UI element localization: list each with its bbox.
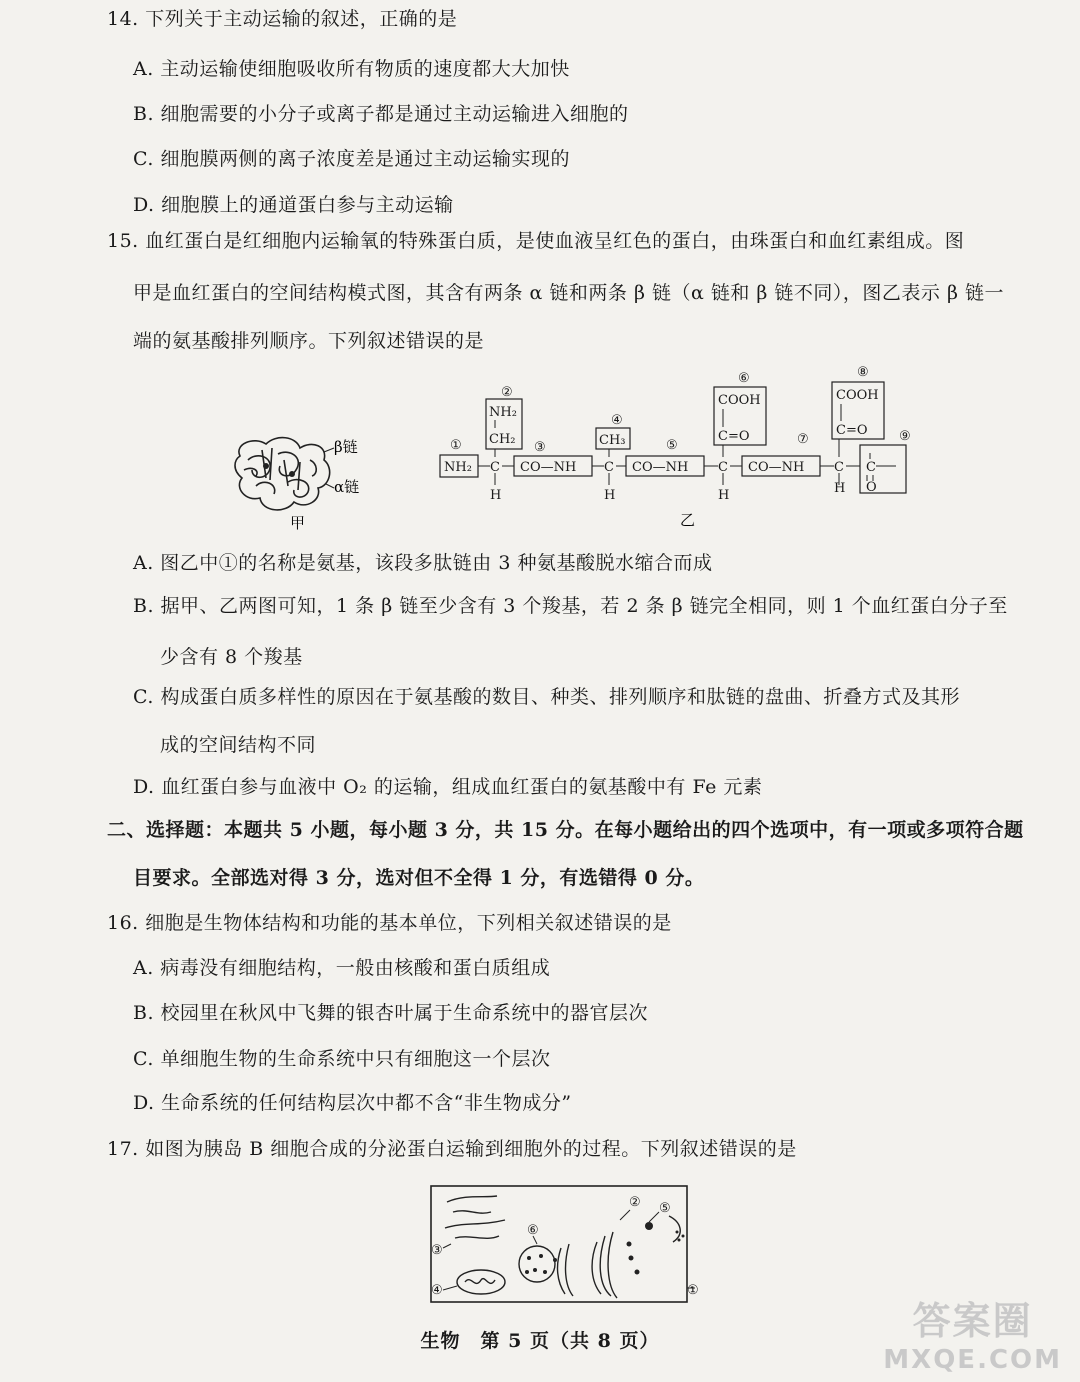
q15-option-c-line-2: 成的空间结构不同 — [160, 734, 317, 756]
alpha-chain-label: α链 — [334, 478, 360, 496]
r-group-ch3: CH₃ — [599, 433, 626, 448]
q14-stem: 14. 下列关于主动运输的叙述，正确的是 — [107, 8, 458, 30]
terminal-oxygen: O — [866, 480, 877, 495]
figure-jia-caption: 甲 — [290, 514, 306, 532]
watermark-logo — [883, 1290, 1062, 1375]
q14-option-c: C. 细胞膜两侧的离子浓度差是通过主动运输实现的 — [133, 148, 570, 170]
alpha-carbon-4: C — [834, 460, 844, 475]
q15-stem-line-2: 甲是血红蛋白的空间结构模式图，其含有两条 α 链和两条 β 链（α 链和 β 链不同），图乙表示 β 链一 — [133, 282, 1004, 304]
hemoglobin-figure-jia — [226, 430, 366, 534]
h-1: H — [490, 488, 502, 503]
q15-option-d: D. 血红蛋白参与血液中 O₂ 的运输，组成血红蛋白的氨基酸中有 Fe 元素 — [133, 776, 763, 798]
alpha-carbon-3: C — [718, 460, 728, 475]
label-4: ④ — [611, 413, 623, 428]
label-er: ③ — [431, 1243, 443, 1258]
label-5: ⑤ — [666, 438, 678, 453]
label-6: ⑥ — [738, 371, 750, 386]
figure-yi-caption: 乙 — [680, 511, 696, 529]
terminal-carbon: C — [866, 460, 876, 475]
label-8: ⑧ — [857, 365, 869, 380]
h-3: H — [718, 488, 730, 503]
watermark-line-1: 答案圈 — [912, 1299, 1033, 1343]
r-group-ch2: CH₂ — [489, 432, 516, 447]
q16-option-c: C. 单细胞生物的生命系统中只有细胞这一个层次 — [133, 1048, 551, 1070]
q17-stem: 17. 如图为胰岛 B 细胞合成的分泌蛋白运输到细胞外的过程。下列叙述错误的是 — [107, 1138, 797, 1160]
page-footer: 生物 第 5 页（共 8 页） — [420, 1330, 660, 1352]
alpha-carbon-1: C — [490, 460, 500, 475]
q16-option-d: D. 生命系统的任何结构层次中都不含“非生物成分” — [133, 1092, 572, 1114]
q14-option-d: D. 细胞膜上的通道蛋白参与主动运输 — [133, 194, 454, 216]
watermark-line-2: MXQE.COM — [883, 1345, 1062, 1375]
label-mitochondrion: ④ — [431, 1283, 443, 1298]
section-2-header-line-1: 二、选择题：本题共 5 小题，每小题 3 分，共 15 分。在每小题给出的四个选项中，有一项或多项符合题 — [107, 819, 1024, 841]
beta-chain-label: β链 — [334, 438, 358, 456]
label-7: ⑦ — [797, 432, 809, 447]
q15-stem-line-3: 端的氨基酸排列顺序。下列叙述错误的是 — [133, 330, 485, 352]
label-plasma-membrane: ① — [687, 1283, 699, 1298]
q15-option-a: A. 图乙中①的名称是氨基，该段多肽链由 3 种氨基酸脱水缩合而成 — [133, 552, 713, 574]
peptide-bond-3: CO—NH — [748, 460, 805, 475]
section-2-header-line-2: 目要求。全部选对得 3 分，选对但不全得 1 分，有选错得 0 分。 — [133, 867, 705, 889]
r-group-c-eq-o-1: C=O — [718, 429, 750, 444]
label-1: ① — [450, 438, 462, 453]
nh2-group-1: NH₂ — [444, 460, 472, 475]
r-group-cooh-2: COOH — [836, 388, 879, 403]
q15-option-c-line-1: C. 构成蛋白质多样性的原因在于氨基酸的数目、种类、排列顺序和肽链的盘曲、折叠方式及其形 — [133, 686, 960, 708]
q16-option-b: B. 校园里在秋风中飞舞的银杏叶属于生命系统中的器官层次 — [133, 1002, 649, 1024]
peptide-bond-1: CO—NH — [520, 460, 577, 475]
h-4: H — [834, 481, 846, 496]
label-golgi: ② — [629, 1195, 641, 1210]
polypeptide-figure-yi — [430, 365, 930, 530]
q14-option-a: A. 主动运输使细胞吸收所有物质的速度都大大加快 — [133, 58, 570, 80]
alpha-carbon-2: C — [604, 460, 614, 475]
label-2: ② — [501, 385, 513, 400]
q16-option-a: A. 病毒没有细胞结构，一般由核酸和蛋白质组成 — [133, 957, 551, 979]
secretory-cell-figure — [425, 1182, 715, 1308]
q16-stem: 16. 细胞是生物体结构和功能的基本单位，下列相关叙述错误的是 — [107, 912, 672, 934]
q15-option-b-line-1: B. 据甲、乙两图可知，1 条 β 链至少含有 3 个羧基，若 2 条 β 链完全相同，则 1 个血红蛋白分子至 — [133, 595, 1008, 617]
label-vesicle: ⑤ — [659, 1201, 671, 1216]
r-group-cooh-1: COOH — [718, 393, 761, 408]
r-group-c-eq-o-2: C=O — [836, 423, 868, 438]
label-nucleus: ⑥ — [527, 1223, 539, 1238]
peptide-bond-2: CO—NH — [632, 460, 689, 475]
q15-stem-line-1: 15. 血红蛋白是红细胞内运输氧的特殊蛋白质，是使血液呈红色的蛋白，由珠蛋白和血红素组成。图 — [107, 230, 965, 252]
r-group-nh2: NH₂ — [489, 405, 517, 420]
h-2: H — [604, 488, 616, 503]
q14-option-b: B. 细胞需要的小分子或离子都是通过主动运输进入细胞的 — [133, 103, 629, 125]
q15-option-b-line-2: 少含有 8 个羧基 — [160, 646, 303, 668]
label-3: ③ — [534, 440, 546, 455]
label-9: ⑨ — [899, 429, 911, 444]
